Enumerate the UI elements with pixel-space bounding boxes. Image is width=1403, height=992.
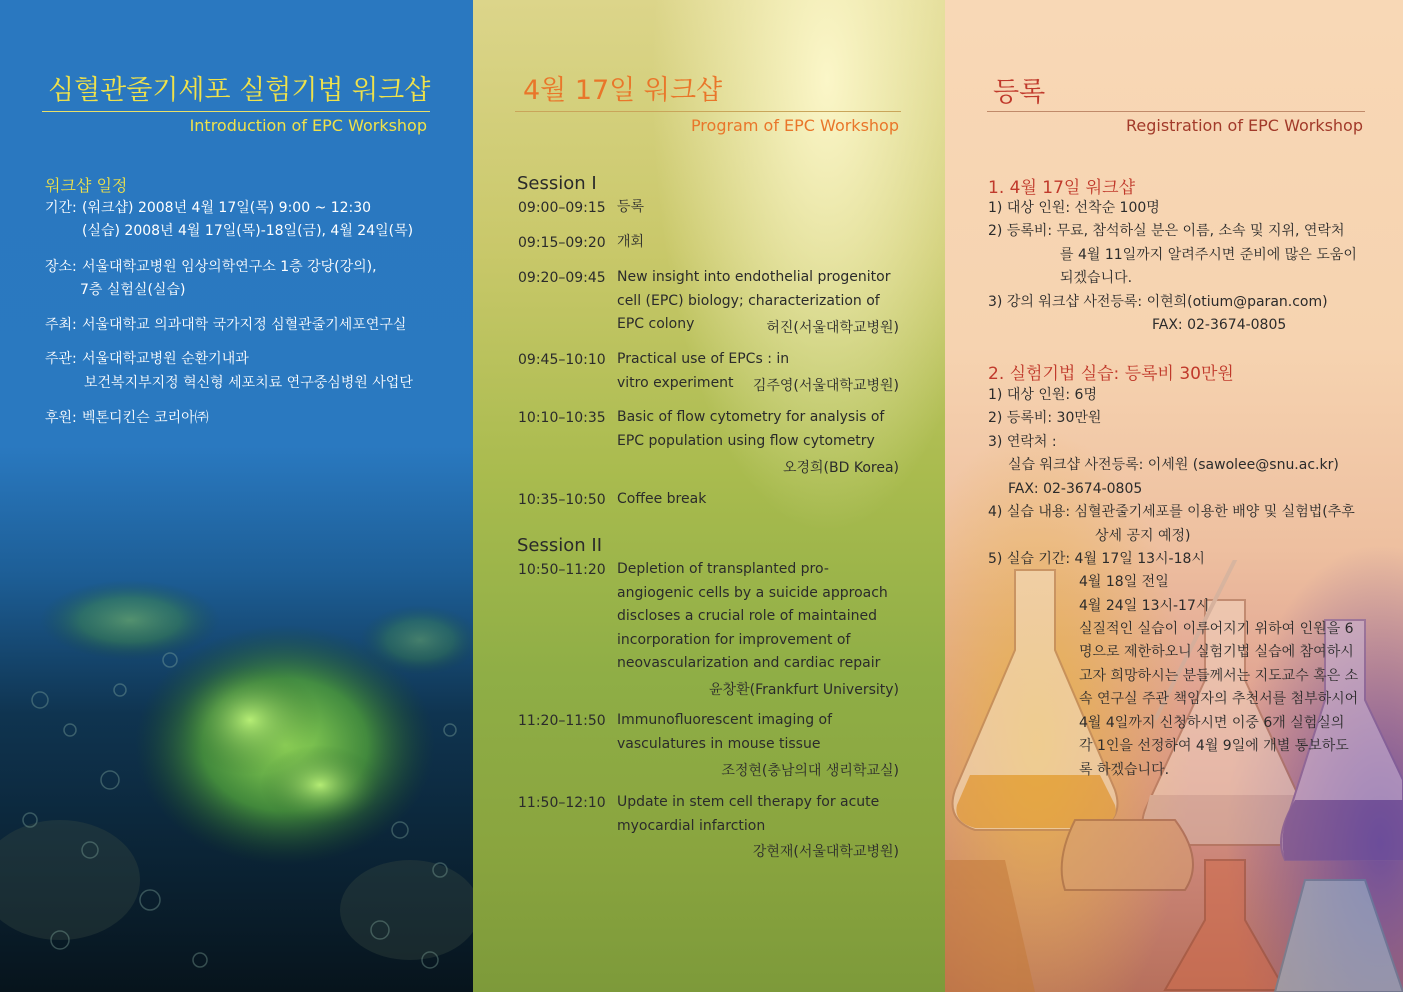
host-label: 주최: xyxy=(45,317,77,333)
program-time: 09:20–09:45 xyxy=(518,270,606,286)
s1-item-2a: 2) 등록비: 무료, 참석하실 분은 이름, 소속 및 지위, 연락처 xyxy=(988,223,1345,239)
program-speaker: 강현재(서울대학교병원) xyxy=(752,844,899,860)
s2-note-4: 속 연구실 주관 책임자의 추천서를 첨부하시어 xyxy=(1079,691,1359,707)
registration-subtitle: Registration of EPC Workshop xyxy=(1125,116,1363,135)
intro-subtitle: Introduction of EPC Workshop xyxy=(189,116,427,135)
program-time: 09:45–10:10 xyxy=(518,352,606,368)
program-desc: Practical use of EPCs : in vitro experiment xyxy=(617,351,790,391)
s1-item-1: 1) 대상 인원: 선착순 100명 xyxy=(988,200,1160,216)
program-desc: Depletion of transplanted pro-angiogenic cells by a suicide approach discloses a crucial role of maintained incorporation for improvement of neovascularization and cardiac repair xyxy=(617,561,888,671)
program-desc: New insight into endothelial progenitor cell (EPC) biology; characterization of EPC colony xyxy=(617,269,891,332)
s1-item-3b: FAX: 02-3674-0805 xyxy=(1152,317,1287,333)
program-title: 4월 17일 워크샵 xyxy=(523,75,723,106)
program-desc: Coffee break xyxy=(617,491,707,507)
s2-item-3: 3) 연락처 : xyxy=(988,434,1057,450)
s2-item-5b: 4월 18일 전일 xyxy=(1079,574,1169,590)
schedule-heading: 워크샵 일정 xyxy=(45,176,128,195)
s2-note-3: 고자 희망하시는 분들께서는 지도교수 혹은 소 xyxy=(1079,668,1359,684)
s2-item-3b: FAX: 02-3674-0805 xyxy=(1008,481,1143,497)
section-1-heading: 1. 4월 17일 워크샵 xyxy=(988,178,1135,198)
program-desc: Update in stem cell therapy for acute myocardial infarction xyxy=(617,794,880,834)
s2-note-5: 4월 4일까지 신청하시면 이중 6개 실험실의 xyxy=(1079,715,1345,731)
s1-item-3a: 3) 강의 워크샵 사전등록: 이현희(otium@paran.com) xyxy=(988,294,1328,310)
session-1-heading: Session I xyxy=(517,173,597,194)
period-label: 기간: xyxy=(45,200,77,216)
s2-note-6: 각 1인을 선정하여 4월 9일에 개별 통보하도 xyxy=(1079,738,1349,754)
program-subtitle: Program of EPC Workshop xyxy=(690,116,899,135)
program-panel xyxy=(473,0,945,992)
intro-title-rule xyxy=(42,111,430,112)
period-line-1: (워크샵) 2008년 4월 17일(목) 9:00 ~ 12:30 xyxy=(82,200,372,216)
program-time: 10:35–10:50 xyxy=(518,492,606,508)
s2-item-1: 1) 대상 인원: 6명 xyxy=(988,387,1097,403)
organizer-line-1: 서울대학교병원 순환기내과 xyxy=(82,351,249,367)
s1-item-2b: 를 4월 11일까지 알려주시면 준비에 많은 도움이 xyxy=(1060,247,1357,263)
program-desc: Immunofluorescent imaging of vasculatures in mouse tissue xyxy=(617,712,833,752)
s2-item-2: 2) 등록비: 30만원 xyxy=(988,410,1102,426)
program-desc: 개회 xyxy=(617,234,645,250)
s2-item-4b: 상세 공지 예정) xyxy=(1095,528,1191,544)
intro-title: 심혈관줄기세포 실험기법 워크샵 xyxy=(48,75,431,106)
program-speaker: 윤창환(Frankfurt University) xyxy=(709,682,899,698)
program-time: 10:50–11:20 xyxy=(518,562,606,578)
s1-item-2c: 되겠습니다. xyxy=(1060,270,1133,286)
venue-line-1: 서울대학교병원 임상의학연구소 1층 강당(강의), xyxy=(82,259,377,275)
s2-note-1: 실질적인 실습이 이루어지기 위하여 인원을 6 xyxy=(1079,621,1354,637)
program-speaker: 오경희(BD Korea) xyxy=(782,460,899,476)
program-desc: Basic of flow cytometry for analysis of EPC population using flow cytometry xyxy=(617,409,885,449)
section-2-heading: 2. 실험기법 실습: 등록비 30만원 xyxy=(988,364,1234,384)
s2-note-2: 명으로 제한하오니 실험기법 실습에 참여하시 xyxy=(1079,644,1354,660)
cell-culture-image xyxy=(0,580,473,992)
venue-line-2: 7층 실험실(실습) xyxy=(80,282,186,298)
organizer-label: 주관: xyxy=(45,351,77,367)
s2-item-4a: 4) 실습 내용: 심혈관줄기세포를 이용한 배양 및 실험법(추후 xyxy=(988,504,1355,520)
s2-item-3a: 실습 워크샵 사전등록: 이세원 (sawolee@snu.ac.kr) xyxy=(1008,457,1339,473)
intro-panel xyxy=(0,0,473,992)
program-time: 11:50–12:10 xyxy=(518,795,606,811)
program-time: 10:10–10:35 xyxy=(518,410,606,426)
organizer-line-2: 보건복지부지정 혁신형 세포치료 연구중심병원 사업단 xyxy=(84,375,413,391)
s2-item-5a: 5) 실습 기간: 4월 17일 13시-18시 xyxy=(988,551,1205,567)
host-value: 서울대학교 의과대학 국가지정 심혈관줄기세포연구실 xyxy=(82,317,407,333)
sponsor-label: 후원: xyxy=(45,410,77,426)
registration-panel xyxy=(945,0,1403,992)
session-2-heading: Session II xyxy=(517,535,603,556)
sponsor-value: 벡톤디킨슨 코리아㈜ xyxy=(82,410,209,426)
program-time: 11:20–11:50 xyxy=(518,713,606,729)
s2-item-5c: 4월 24일 13시-17시 xyxy=(1079,598,1210,614)
registration-title-rule xyxy=(987,111,1365,112)
program-time: 09:00–09:15 xyxy=(518,200,606,216)
program-time: 09:15–09:20 xyxy=(518,235,606,251)
program-speaker: 김주영(서울대학교병원) xyxy=(752,378,899,394)
s2-note-7: 록 하겠습니다. xyxy=(1079,762,1170,778)
program-speaker: 허진(서울대학교병원) xyxy=(766,320,899,336)
registration-title: 등록 xyxy=(993,77,1046,108)
program-desc: 등록 xyxy=(617,199,645,215)
program-speaker: 조정현(충남의대 생리학교실) xyxy=(721,763,899,779)
program-title-rule xyxy=(515,111,901,112)
period-line-2: (실습) 2008년 4월 17일(목)-18일(금), 4월 24일(목) xyxy=(82,223,414,239)
venue-label: 장소: xyxy=(45,259,77,275)
